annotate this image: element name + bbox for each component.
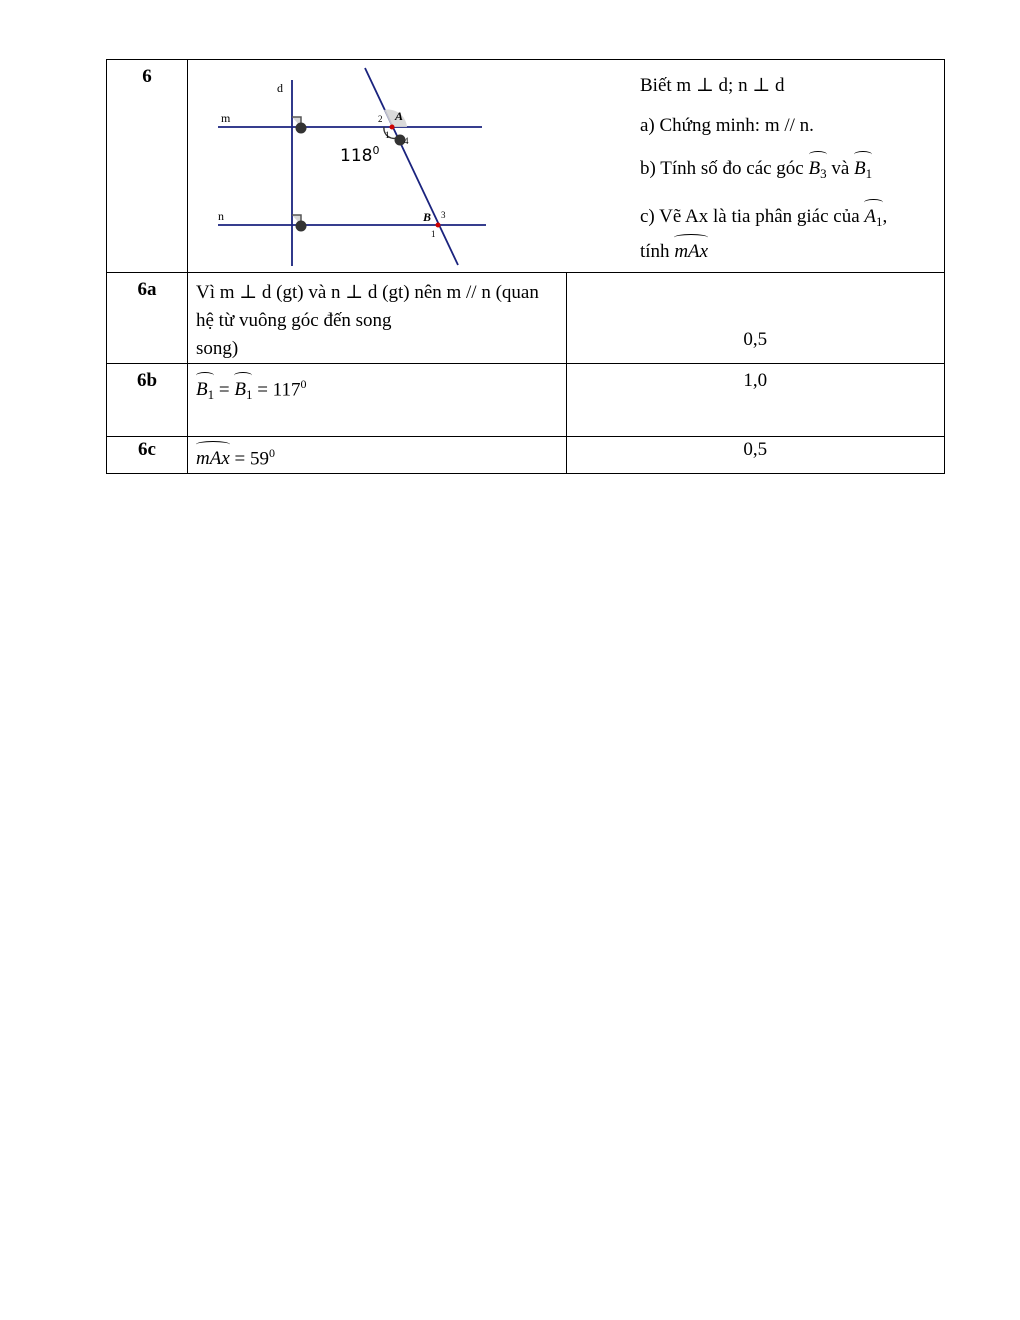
angle-max-symbol: mAx	[674, 235, 708, 265]
dot-n-d	[296, 221, 307, 232]
label-b: B	[423, 210, 432, 224]
points-6a: 0,5	[566, 273, 945, 364]
transversal-line	[365, 68, 458, 265]
geometry-figure	[188, 60, 628, 272]
label-d: d	[277, 81, 283, 95]
given-line: Biết m ⊥ d; n ⊥ d	[640, 75, 785, 96]
angle-value-label: $118^0$	[340, 144, 380, 166]
angle-a1-symbol: $A_1$	[864, 200, 882, 235]
angle-index-b3: 3	[441, 210, 446, 220]
answer-number-6c: 6c	[107, 437, 188, 474]
angle-b1-symbol: $B_1$	[854, 152, 872, 188]
point-b	[436, 223, 441, 228]
angle-index-a1: 1	[385, 130, 390, 140]
angle-index-a4: 4	[404, 136, 409, 146]
question-cell	[188, 60, 945, 273]
point-a	[390, 125, 395, 130]
answer-row-6b	[107, 364, 945, 437]
answer-table	[106, 59, 945, 474]
points-6c: 0,5	[566, 437, 945, 474]
angle-index-a2: 2	[378, 114, 383, 124]
answer-row-6c	[107, 437, 945, 474]
label-n: n	[218, 209, 224, 223]
answer-text-6b: $B_1 = B_1 = 117^0$	[188, 364, 567, 437]
answer-text-6c: mAx = $59^0$	[188, 437, 567, 474]
answer-number-6a: 6a	[107, 273, 188, 364]
dot-m-d	[296, 123, 307, 134]
part-c-calc-line: tính mAx	[640, 235, 887, 265]
answer-text-6a: Vì m ⊥ d (gt) và n ⊥ d (gt) nên m // n (quan hệ từ vuông góc đến song song)	[188, 273, 567, 364]
angle-b3-symbol: $B_3$	[809, 152, 827, 188]
answer-number-6b: 6b	[107, 364, 188, 437]
points-6b: 1,0	[566, 364, 945, 437]
angle-index-b1: 1	[431, 229, 436, 239]
question-number: 6	[107, 60, 188, 273]
label-m: m	[221, 111, 231, 125]
part-b-line: b) Tính số đo các góc $B_3$ và $B_1$	[640, 152, 887, 188]
part-c-line: c) Vẽ Ax là tia phân giác của $A_1$,	[640, 200, 887, 235]
part-a-line: a) Chứng minh: m // n.	[640, 115, 814, 136]
question-row	[107, 60, 945, 273]
answer-row-6a	[107, 273, 945, 364]
label-a: A	[395, 109, 404, 123]
question-text	[640, 72, 887, 265]
